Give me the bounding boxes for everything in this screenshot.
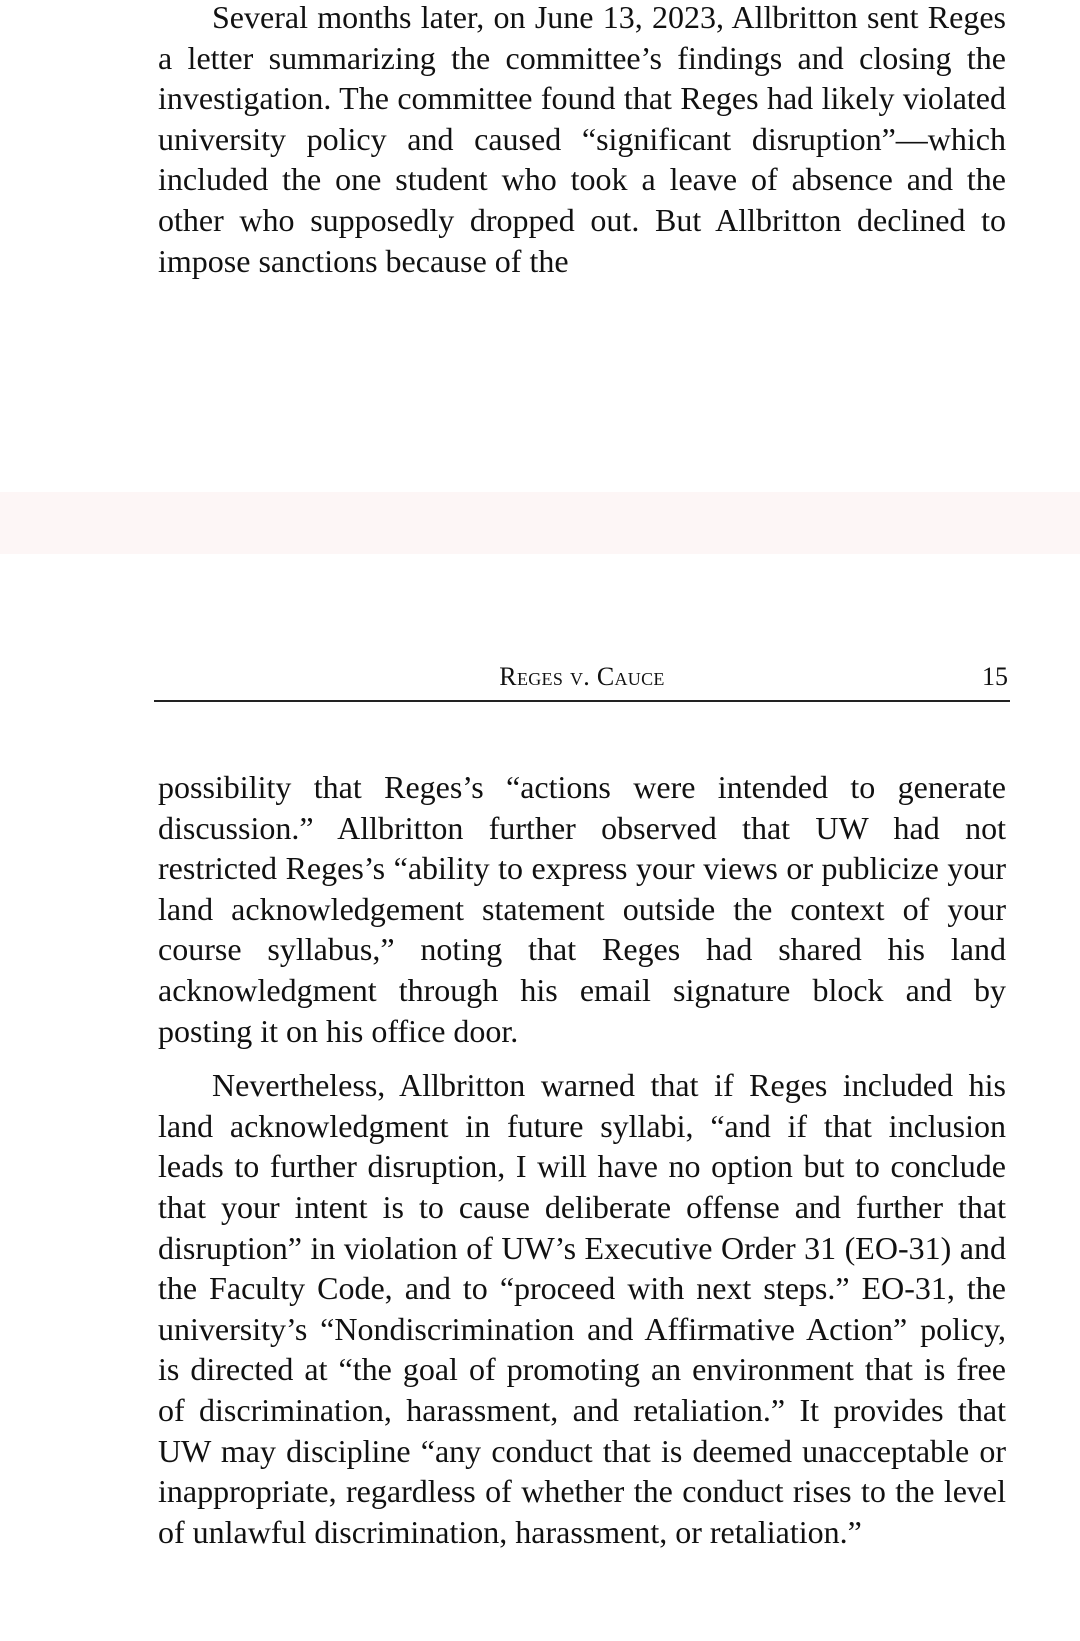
page-number: 15 bbox=[982, 662, 1008, 691]
bottom-page-body bbox=[158, 767, 1006, 1552]
paragraph-closing-investigation: Several months later, on June 13, 2023, Allbritton sent Reges a letter summarizing the committee’s findings and closing the investigation. The committee found that Reges had likely violated university policy and caused “significant disruption”—which included the one student who took a leave of absence and the other who supposedly dropped out. But Allbritton declined to impose sanctions because of the bbox=[158, 0, 1006, 279]
paragraph-continuation: possibility that Reges’s “actions were intended to generate discussion.” Allbritton further observed that UW had not restricted Reges’s “ability to express your views or publicize your land acknowledgement statement outside the context of your course syllabus,” noting that Reges had shared his land acknowledgment through his email signature block and by posting it on his office door. bbox=[158, 769, 1006, 1049]
paragraph-eo31-warning: Nevertheless, Allbritton warned that if Reges included his land acknowledgment in future syllabi, “and if that inclusion leads to further disruption, I will have no option but to conclude that your intent is to cause deliberate offense and further that disruption” in violation of UW’s Executive Order 31 (EO-31) and the Faculty Code, and to “proceed with next steps.” EO-31, the university’s “Nondiscrimination and Affirmative Action” policy, is directed at “the goal of promoting an environment that is free of discrimination, harassment, and retaliation.” It provides that UW may discipline “any conduct that is deemed unacceptable or inappropriate, regardless of whether the conduct rises to the level of unlawful discrimination, harassment, or retaliation.” bbox=[158, 1067, 1006, 1550]
case-caption: Reges v. Cauce bbox=[499, 662, 665, 691]
running-header bbox=[154, 660, 1010, 702]
top-page-body bbox=[158, 0, 1006, 281]
page-break-gap bbox=[0, 492, 1080, 554]
